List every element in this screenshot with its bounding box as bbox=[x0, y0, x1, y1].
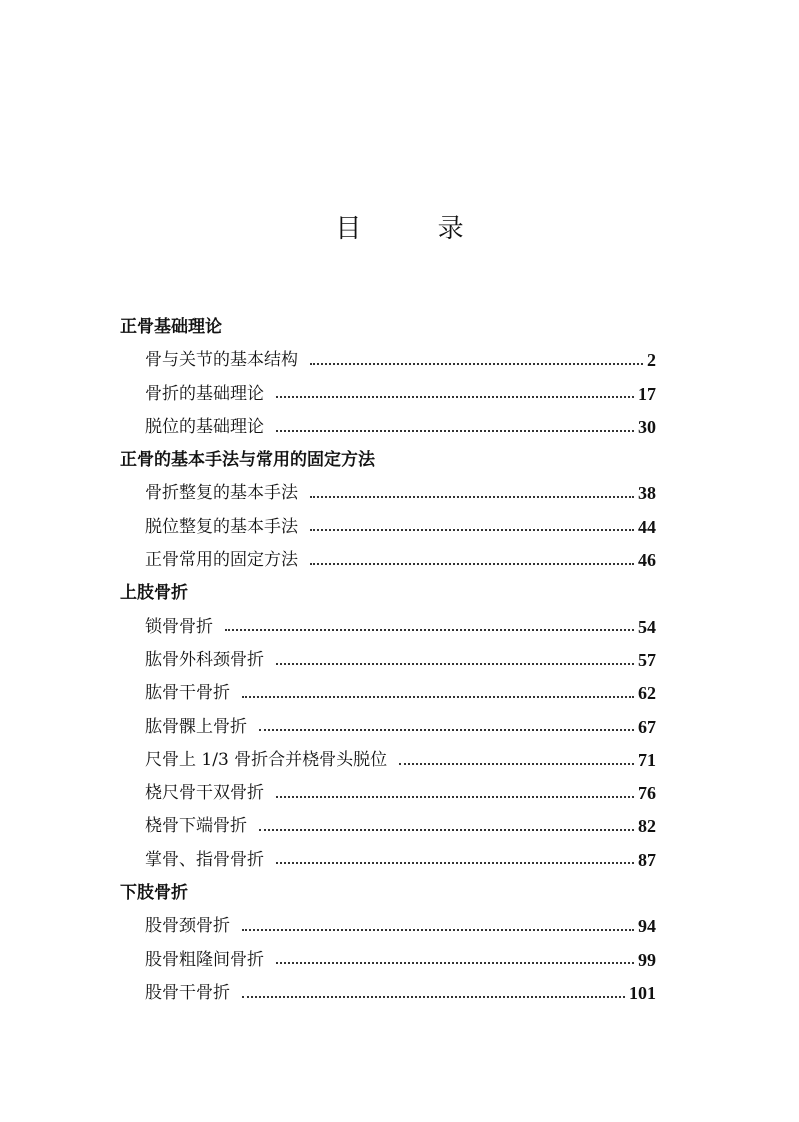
toc-entry[interactable] bbox=[120, 711, 656, 744]
dot-leader bbox=[242, 929, 634, 931]
toc-entry[interactable] bbox=[120, 977, 656, 1010]
dot-leader bbox=[310, 496, 634, 498]
entry-label: 桡尺骨干双骨折 bbox=[145, 783, 264, 804]
page-number: 44 bbox=[638, 516, 656, 537]
page-number: 46 bbox=[638, 550, 656, 571]
dot-leader bbox=[259, 829, 634, 831]
dot-leader bbox=[242, 696, 634, 698]
page-number: 87 bbox=[638, 849, 656, 870]
page-number: 99 bbox=[638, 949, 656, 970]
entry-label: 肱骨干骨折 bbox=[145, 683, 230, 704]
table-of-contents bbox=[120, 311, 656, 1010]
toc-entry[interactable] bbox=[120, 677, 656, 710]
toc-entry[interactable] bbox=[120, 411, 656, 444]
dot-leader bbox=[276, 862, 634, 864]
page-title: 目 录 bbox=[335, 214, 498, 244]
entry-label: 骨折整复的基本手法 bbox=[145, 483, 298, 504]
entry-label: 骨与关节的基本结构 bbox=[145, 350, 298, 371]
entry-label: 锁骨骨折 bbox=[145, 616, 213, 637]
page-number: 82 bbox=[638, 816, 656, 837]
toc-entry[interactable] bbox=[120, 378, 656, 411]
dot-leader bbox=[276, 663, 634, 665]
entry-label: 股骨干骨折 bbox=[145, 982, 230, 1003]
toc-entry[interactable] bbox=[120, 511, 656, 544]
toc-entry[interactable] bbox=[120, 777, 656, 810]
page-number: 57 bbox=[638, 649, 656, 670]
entry-label: 尺骨上 1/3 骨折合并桡骨头脱位 bbox=[145, 749, 388, 770]
toc-entry[interactable] bbox=[120, 810, 656, 843]
toc-entry[interactable] bbox=[120, 477, 656, 510]
page-number: 71 bbox=[638, 749, 656, 770]
toc-entry[interactable] bbox=[120, 544, 656, 577]
dot-leader bbox=[276, 962, 634, 964]
toc-entry[interactable] bbox=[120, 944, 656, 977]
page-number: 2 bbox=[647, 350, 656, 371]
toc-entry[interactable] bbox=[120, 844, 656, 877]
entry-label: 肱骨外科颈骨折 bbox=[145, 649, 264, 670]
dot-leader bbox=[310, 363, 643, 365]
toc-entry[interactable] bbox=[120, 611, 656, 644]
section-heading: 正骨的基本手法与常用的固定方法 bbox=[120, 450, 375, 471]
toc-entry[interactable] bbox=[120, 644, 656, 677]
section-heading: 上肢骨折 bbox=[120, 583, 188, 604]
dot-leader bbox=[225, 629, 634, 631]
page-number: 94 bbox=[638, 916, 656, 937]
section-heading: 下肢骨折 bbox=[120, 883, 188, 904]
section-heading: 正骨基础理论 bbox=[120, 317, 222, 337]
dot-leader bbox=[276, 396, 634, 398]
page-number: 38 bbox=[638, 483, 656, 504]
dot-leader bbox=[242, 996, 625, 998]
dot-leader bbox=[399, 763, 634, 765]
page-number: 17 bbox=[638, 383, 656, 404]
entry-label: 掌骨、指骨骨折 bbox=[145, 849, 264, 870]
entry-label: 股骨颈骨折 bbox=[145, 916, 230, 937]
page-number: 54 bbox=[638, 616, 656, 637]
entry-label: 桡骨下端骨折 bbox=[145, 816, 247, 837]
page-number: 67 bbox=[638, 716, 656, 737]
toc-entry[interactable] bbox=[120, 744, 656, 777]
entry-label: 骨折的基础理论 bbox=[145, 383, 264, 404]
dot-leader bbox=[276, 796, 634, 798]
entry-label: 脱位整复的基本手法 bbox=[145, 516, 298, 537]
entry-label: 脱位的基础理论 bbox=[145, 416, 264, 437]
toc-entry[interactable] bbox=[120, 344, 656, 377]
dot-leader bbox=[310, 563, 634, 565]
page-number: 62 bbox=[638, 683, 656, 704]
page-number: 101 bbox=[629, 982, 656, 1003]
toc-entry[interactable] bbox=[120, 910, 656, 943]
dot-leader bbox=[310, 529, 634, 531]
entry-label: 正骨常用的固定方法 bbox=[145, 550, 298, 571]
dot-leader bbox=[276, 430, 634, 432]
entry-label: 肱骨髁上骨折 bbox=[145, 716, 247, 737]
page-number: 76 bbox=[638, 783, 656, 804]
entry-label: 股骨粗隆间骨折 bbox=[145, 949, 264, 970]
page-number: 30 bbox=[638, 416, 656, 437]
dot-leader bbox=[259, 729, 634, 731]
